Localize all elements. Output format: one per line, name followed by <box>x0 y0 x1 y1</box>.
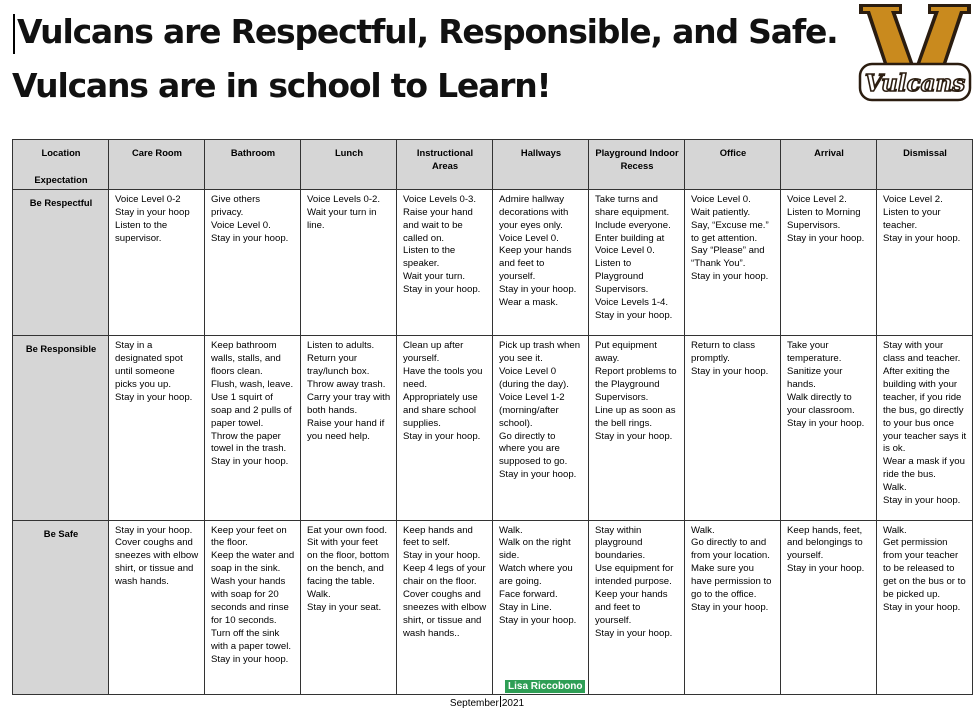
cell-text-line: Cover coughs and sneezes with elbow shirt, or tissue and wash hands.. <box>403 589 487 639</box>
column-header: Bathroom <box>205 140 301 190</box>
cell-text-line: Voice Level 0. <box>691 193 751 205</box>
cell-text-line: Wait patiently. <box>691 206 751 218</box>
expectation-cell[interactable] <box>397 189 493 335</box>
expectation-cell[interactable] <box>397 336 493 520</box>
expectation-cell[interactable] <box>589 336 685 520</box>
cell-text-line: Listen to Playground Supervisors. <box>595 258 649 296</box>
cell-text-line: Listen to the supervisor. <box>115 219 168 244</box>
cell-text-line: Walk. <box>883 524 907 536</box>
cell-text-line: Keep your hands and feet to yourself. <box>595 589 668 626</box>
cell-text-line: Stay in your hoop. <box>595 309 673 321</box>
cell-text-line: Listen to the speaker. <box>403 245 456 270</box>
cell-text-line: Cover coughs and sneezes with elbow shirt, or tissue and wash hands. <box>115 537 199 588</box>
cell-text-line: Take your temperature. <box>787 340 842 365</box>
cell-text-line: Keep the water and soap in the sink. <box>211 550 295 575</box>
column-header: Playground Indoor Recess <box>589 140 685 190</box>
cell-text-line: Put equipment away. <box>595 340 657 365</box>
cell-text-line: Walk. <box>883 482 907 494</box>
cell-text-line: Raise your hand if you need help. <box>307 417 385 442</box>
cell-text-line: Stay in your hoop. <box>787 232 865 244</box>
location-axis-label: Location <box>41 147 81 158</box>
cell-text-line: Voice Level 2. <box>787 193 847 205</box>
cell-text-line: Stay in your seat. <box>307 602 382 614</box>
expectation-cell[interactable] <box>493 336 589 520</box>
cell-text-line: Sanitize your hands. <box>787 365 843 390</box>
expectation-row <box>13 336 973 520</box>
cell-text-line: Voice Levels 0-2. <box>307 193 381 205</box>
cell-text-line: Face forward. <box>499 589 558 601</box>
cell-text-line: Wear a mask. <box>499 297 559 309</box>
cell-text-line: Stay in your hoop. <box>883 232 961 244</box>
matrix-body <box>13 189 973 694</box>
cell-text-line: Use equipment for intended purpose. <box>595 563 674 588</box>
cell-text-line: Stay in your hoop. <box>211 653 289 665</box>
cell-text-line: Clean up after yourself. <box>403 340 464 365</box>
cell-text-line: Keep your hands and feet to yourself. <box>499 245 572 283</box>
cell-text-line: Raise your hand and wait to be called on. <box>403 206 473 244</box>
cell-text-line: Stay in your hoop. <box>499 614 577 626</box>
expectation-cell[interactable] <box>781 336 877 520</box>
cell-text-line: Stay in your hoop. <box>115 524 193 536</box>
cell-text-line: Stay in your hoop. <box>691 365 769 377</box>
cell-text-line: Walk on the right side. <box>499 537 571 562</box>
cell-text-line: Stay in your hoop. <box>499 284 577 296</box>
cell-text-line: Listen to Morning Supervisors. <box>787 206 861 231</box>
column-header: Lunch <box>301 140 397 190</box>
cell-text-line: Wash your hands with soap for 20 seconds and rinse for 10 seconds. <box>211 576 289 626</box>
expectation-cell[interactable] <box>685 189 781 335</box>
cell-text-line: Stay in your hoop. <box>883 495 961 507</box>
page-footer <box>0 696 974 709</box>
expectation-cell[interactable] <box>205 520 301 694</box>
expectation-cell[interactable] <box>301 336 397 520</box>
cell-text-line: Stay in your hoop. <box>691 602 769 614</box>
cell-text-line: Include everyone. <box>595 219 671 231</box>
expectation-cell[interactable] <box>781 189 877 335</box>
cell-text-line: Stay in your hoop. <box>499 469 577 481</box>
cell-text-line: Eat your own food. <box>307 524 387 536</box>
cell-text-line: Voice Level 2. <box>883 193 943 205</box>
cell-text-line: Pick up trash when you see it. <box>499 340 581 365</box>
cell-text-line: Walk. <box>499 524 523 536</box>
collaborator-cursor-tag: Lisa Riccobono <box>505 680 585 693</box>
expectation-cell[interactable] <box>685 520 781 694</box>
cell-text-line: Voice Level 0. <box>211 219 271 231</box>
cell-text-line: Stay in your hoop. <box>403 284 481 296</box>
cell-text-line: Stay in your hoop. <box>595 430 673 442</box>
cell-text-line: Stay in your hoop. <box>403 430 481 442</box>
column-header: Arrival <box>781 140 877 190</box>
cell-text-line: Say, “Excuse me.” to get attention. <box>691 219 769 244</box>
text-cursor <box>13 14 15 54</box>
cell-text-line: Voice Level 1-2 (morning/after school). <box>499 391 565 429</box>
cell-text-line: Voice Level 0-2 <box>115 193 181 205</box>
cell-text-line: Get permission from your teacher to be released to get on the bus or to be picked up. <box>883 537 966 601</box>
cell-text-line: After exiting the building with your teacher, if you ride the bus, go directly to your bus once your teacher says it is ok. <box>883 365 967 455</box>
expectation-label: Be Responsible <box>13 336 109 520</box>
expectation-axis-label: Expectation <box>34 173 88 185</box>
cell-text-line: Listen to your teacher. <box>883 206 941 231</box>
cell-text-line: Wait your turn in line. <box>307 206 377 231</box>
cell-text-line: Voice Levels 1-4. <box>595 297 669 309</box>
cell-text-line: Walk. <box>307 589 331 601</box>
expectation-cell[interactable] <box>877 189 973 335</box>
cell-text-line: Stay within playground boundaries. <box>595 524 646 562</box>
cell-text-line: Have the tools you need. <box>403 365 483 390</box>
cell-text-line: Turn off the sink with a paper towel. <box>211 627 291 652</box>
expectations-matrix <box>12 139 973 695</box>
cell-text-line: Stay in a designated spot until someone picks you up. <box>115 340 183 390</box>
column-header: Dismissal <box>877 140 973 190</box>
column-header: Office <box>685 140 781 190</box>
expectation-cell[interactable] <box>205 189 301 335</box>
expectation-cell[interactable] <box>589 520 685 694</box>
cell-text-line: Voice Levels 0-3. <box>403 193 477 205</box>
cell-text-line: Watch where you are going. <box>499 563 573 588</box>
cell-text-line: Stay in your hoop. <box>787 417 865 429</box>
cell-text-line: Appropriately use and share school supplies. <box>403 391 478 429</box>
cell-text-line: Keep hands, feet, and belongings to yourself. <box>787 524 863 562</box>
page-subtitle[interactable]: Vulcans are in school to Learn! <box>12 66 551 105</box>
cell-text-line: Listen to adults. <box>307 340 375 352</box>
cell-text-line: Stay in your hoop. <box>787 563 865 575</box>
expectation-cell[interactable] <box>301 189 397 335</box>
column-header: Hallways <box>493 140 589 190</box>
corner-header <box>13 140 109 190</box>
cell-text-line: Keep 4 legs of your chair on the floor. <box>403 563 486 588</box>
cell-text-line: Throw the paper towel in the trash. <box>211 430 287 455</box>
expectation-cell[interactable] <box>877 336 973 520</box>
expectation-label: Be Respectful <box>13 189 109 335</box>
cell-text-line: Stay in your hoop. <box>115 391 193 403</box>
page-title[interactable]: Vulcans are Respectful, Responsible, and Safe. <box>17 12 838 51</box>
expectation-cell[interactable] <box>589 189 685 335</box>
column-header: Care Room <box>109 140 205 190</box>
cell-text-line: Report problems to the Playground Supervisors. <box>595 365 677 403</box>
collaborator-cursor <box>500 696 501 707</box>
cell-text-line: Walk directly to your classroom. <box>787 391 855 416</box>
cell-text-line: Use 1 squirt of soap and 2 pulls of paper towel. <box>211 391 292 429</box>
cell-text-line: Keep bathroom walls, stalls, and floors clean. <box>211 340 281 377</box>
cell-text-line: Give others privacy. <box>211 193 261 218</box>
cell-text-line: Stay in Line. <box>499 602 552 614</box>
cell-text-line: Go directly to and from your location. <box>691 537 770 562</box>
cell-text-line: Voice Level 0 (during the day). <box>499 365 569 390</box>
cell-text-line: Stay in your hoop. <box>883 602 961 614</box>
expectation-cell[interactable] <box>397 520 493 694</box>
cell-text-line: Enter building at Voice Level 0. <box>595 232 665 257</box>
cell-text-line: Keep hands and feet to self. <box>403 524 473 549</box>
expectation-row <box>13 520 973 694</box>
expectation-cell[interactable] <box>205 336 301 520</box>
cell-text-line: Say “Please” and “Thank You”. <box>691 245 765 270</box>
page-header <box>0 0 974 120</box>
cell-text-line: Make sure you have permission to go to the office. <box>691 563 772 601</box>
cell-text-line: Go directly to where you are supposed to go. <box>499 430 568 468</box>
cell-text-line: Carry your tray with both hands. <box>307 391 391 416</box>
column-header: Instructional Areas <box>397 140 493 190</box>
cell-text-line: Keep your feet on the floor. <box>211 524 287 549</box>
expectation-cell[interactable] <box>109 336 205 520</box>
expectation-cell[interactable] <box>877 520 973 694</box>
expectation-label: Be Safe <box>13 520 109 694</box>
cell-text-line: Return your tray/lunch box. <box>307 353 370 377</box>
logo-text: Vulcans <box>864 70 966 97</box>
cell-text-line: Stay in your hoop. <box>211 456 289 468</box>
cell-text-line: Admire hallway decorations with your eyes only. <box>499 193 569 231</box>
expectation-cell[interactable] <box>685 336 781 520</box>
cell-text-line: Throw away trash. <box>307 378 386 390</box>
expectation-row <box>13 189 973 335</box>
cell-text-line: Wear a mask if you ride the bus. <box>883 456 965 481</box>
cell-text-line: Stay in your hoop. <box>403 550 481 562</box>
vulcans-logo <box>856 2 974 106</box>
cell-text-line: Sit with your feet on the floor, bottom on the bench, and facing the table. <box>307 537 390 588</box>
expectation-cell[interactable] <box>781 520 877 694</box>
cell-text-line: Stay with your class and teacher. <box>883 340 961 365</box>
footer-year: 2021 <box>501 698 525 709</box>
cell-text-line: Stay in your hoop. <box>691 271 769 283</box>
cell-text-line: Stay in your hoop <box>115 206 190 218</box>
cell-text-line: Flush, wash, leave. <box>211 378 294 390</box>
expectation-cell[interactable] <box>301 520 397 694</box>
expectation-cell[interactable] <box>493 189 589 335</box>
cell-text-line: Wait your turn. <box>403 271 466 283</box>
cell-text-line: Stay in your hoop. <box>595 627 673 639</box>
cell-text-line: Walk. <box>691 524 715 536</box>
expectation-cell[interactable] <box>493 520 589 694</box>
cell-text-line: Return to class promptly. <box>691 340 755 365</box>
cell-text-line: Stay in your hoop. <box>211 232 289 244</box>
expectation-cell[interactable] <box>109 189 205 335</box>
footer-month: September <box>449 698 499 709</box>
cell-text-line: Voice Level 0. <box>499 232 559 244</box>
cell-text-line: Take turns and share equipment. <box>595 193 670 218</box>
cell-text-line: Line up as soon as the bell rings. <box>595 404 676 429</box>
expectation-cell[interactable] <box>109 520 205 694</box>
